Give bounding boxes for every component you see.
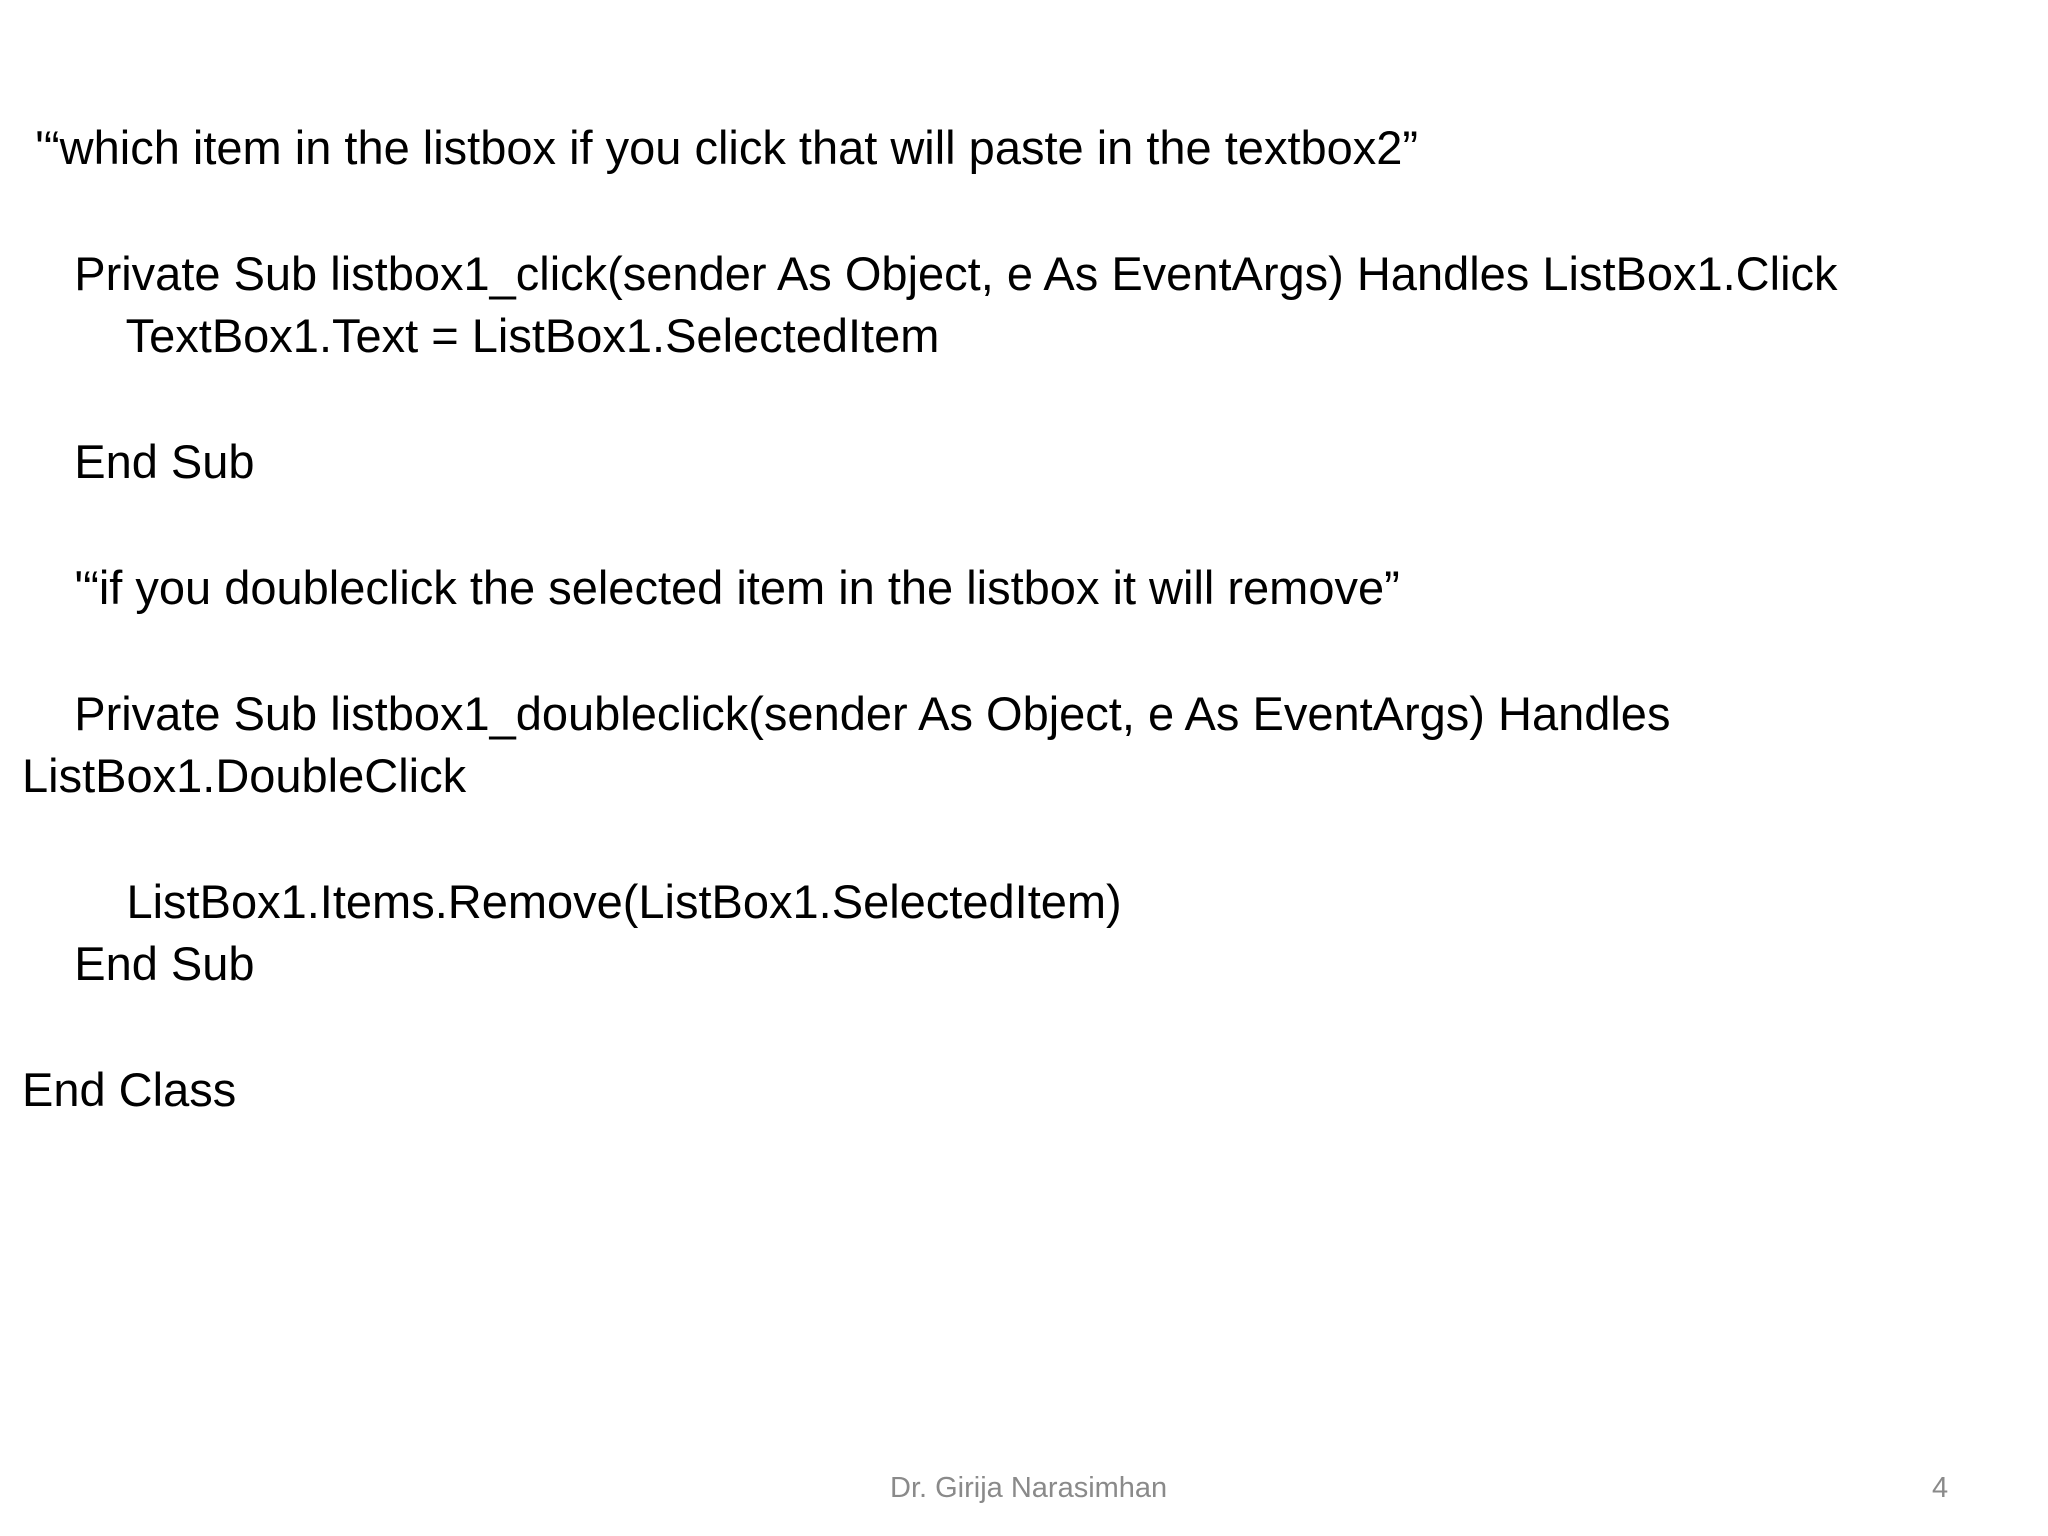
sub-doubleclick-declaration-continued: ListBox1.DoubleClick	[22, 749, 467, 802]
comment-line-2: '“if you doubleclick the selected item in the listbox it will remove”	[22, 561, 1400, 614]
footer-author: Dr. Girija Narasimhan	[890, 1472, 1168, 1504]
textbox-assignment-line: TextBox1.Text = ListBox1.SelectedItem	[22, 309, 940, 362]
comment-line-1: '“which item in the listbox if you click that will paste in the textbox2”	[22, 121, 1419, 174]
sub-click-declaration: Private Sub listbox1_click(sender As Object, e As EventArgs) Handles ListBox1.Click	[22, 247, 1838, 300]
end-sub-line-1: End Sub	[22, 435, 255, 488]
end-class-line: End Class	[22, 1063, 237, 1116]
remove-item-line: ListBox1.Items.Remove(ListBox1.SelectedItem)	[22, 875, 1122, 928]
footer-page-number: 4	[1932, 1472, 1949, 1504]
end-sub-line-2: End Sub	[22, 937, 255, 990]
sub-doubleclick-declaration: Private Sub listbox1_doubleclick(sender As Object, e As EventArgs) Handles	[22, 687, 1671, 740]
